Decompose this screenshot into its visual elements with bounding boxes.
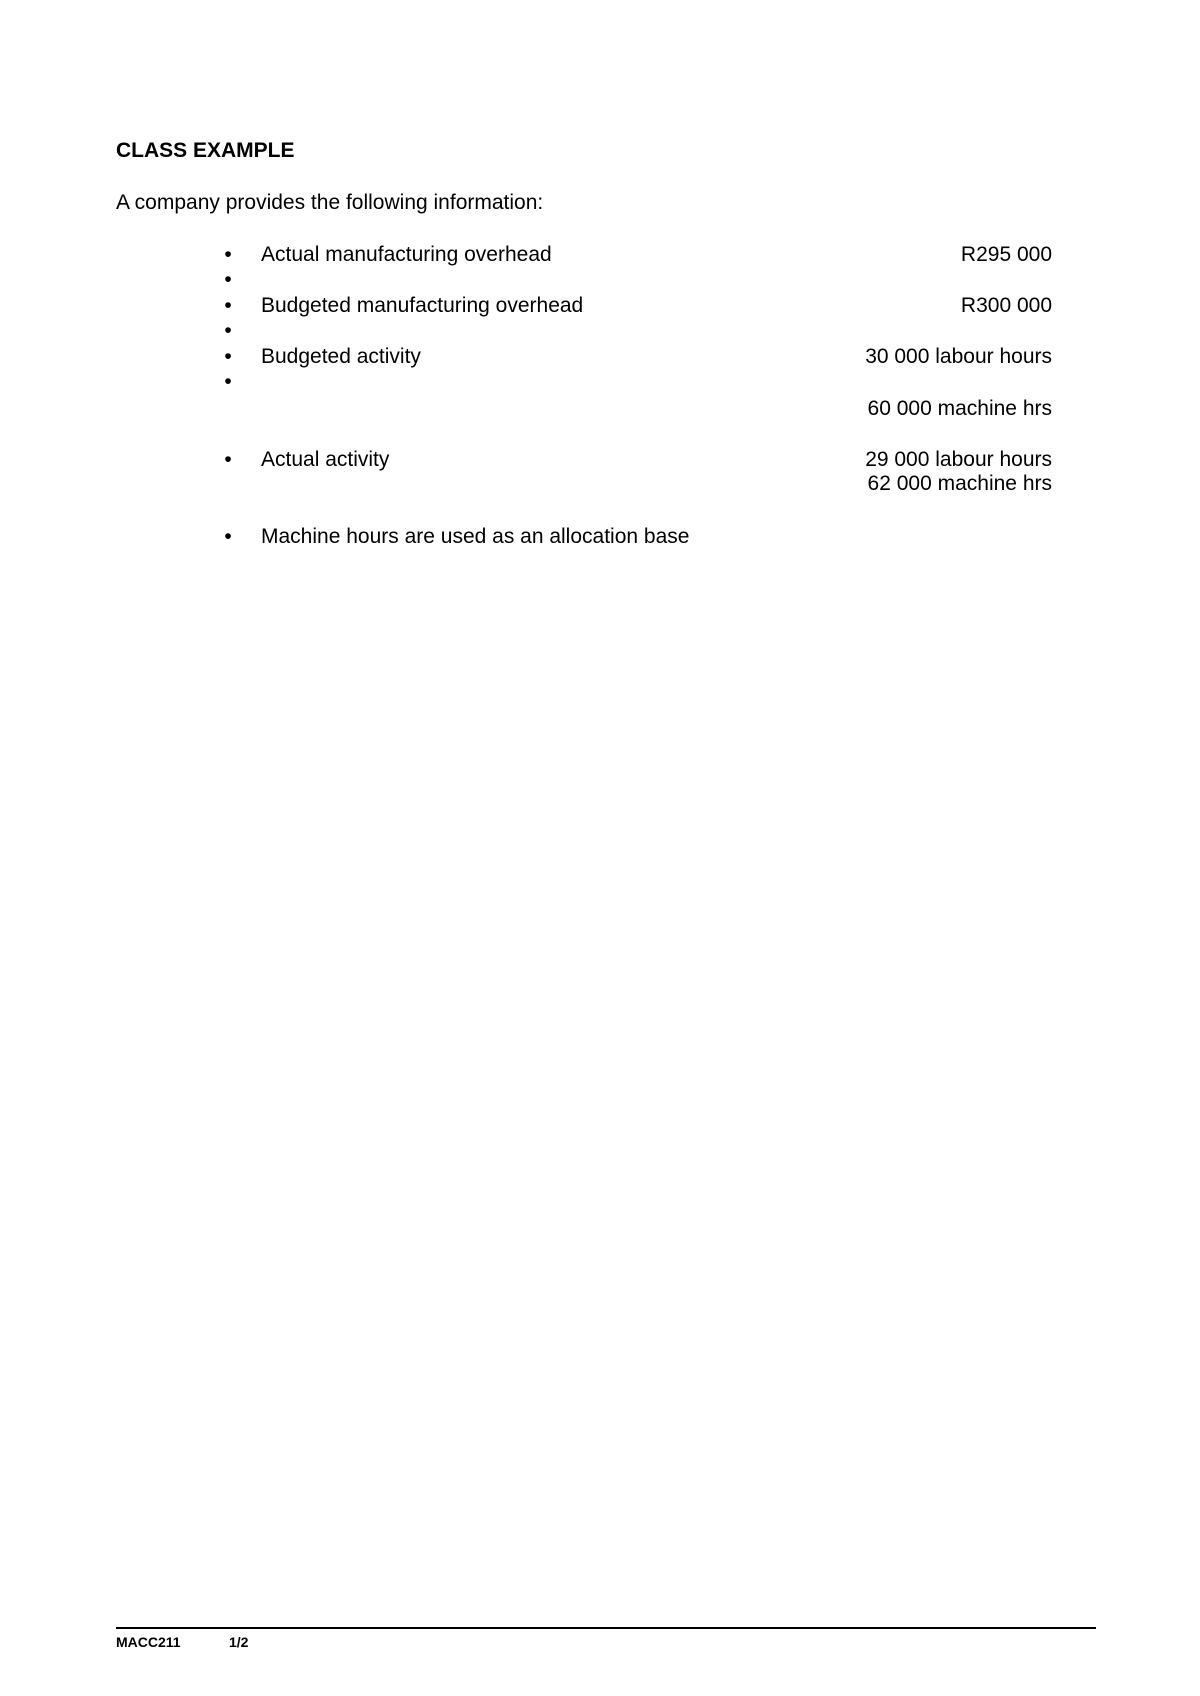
list-item (0, 345, 1200, 369)
bullet-marker: • (224, 345, 232, 368)
item-label: Actual manufacturing overhead (261, 243, 552, 266)
list-item (0, 525, 1200, 549)
list-item (0, 294, 1200, 318)
bullet-marker: • (224, 319, 232, 342)
item-label: Machine hours are used as an allocation base (261, 525, 690, 548)
bullet-marker: • (224, 243, 232, 266)
item-value: R295 000 (960, 243, 1052, 266)
list-item (0, 448, 1200, 472)
item-label: Budgeted manufacturing overhead (261, 294, 584, 317)
list-item (0, 243, 1200, 267)
item-value: 60 000 machine hrs (867, 397, 1052, 420)
footer-course-code: MACC211 (116, 1634, 181, 1650)
page-heading: CLASS EXAMPLE (116, 139, 295, 162)
item-value: 62 000 machine hrs (867, 472, 1052, 495)
intro-text: A company provides the following information: (116, 191, 544, 214)
bullet-marker: • (224, 448, 232, 471)
list-item-continuation (0, 472, 1200, 496)
list-item-continuation (0, 397, 1200, 421)
item-value: 30 000 labour hours (865, 345, 1052, 368)
footer-divider (116, 1627, 1096, 1629)
bullet-marker: • (224, 370, 232, 393)
bullet-marker: • (224, 268, 232, 291)
item-label: Budgeted activity (261, 345, 421, 368)
item-value: 29 000 labour hours (865, 448, 1052, 471)
bullet-marker: • (224, 294, 232, 317)
item-label: Actual activity (261, 448, 390, 471)
empty-list-item (0, 268, 1200, 292)
empty-list-item (0, 319, 1200, 343)
item-value: R300 000 (960, 294, 1052, 317)
bullet-marker: • (224, 525, 232, 548)
empty-list-item (0, 370, 1200, 394)
footer-page-number: 1/2 (229, 1634, 249, 1650)
